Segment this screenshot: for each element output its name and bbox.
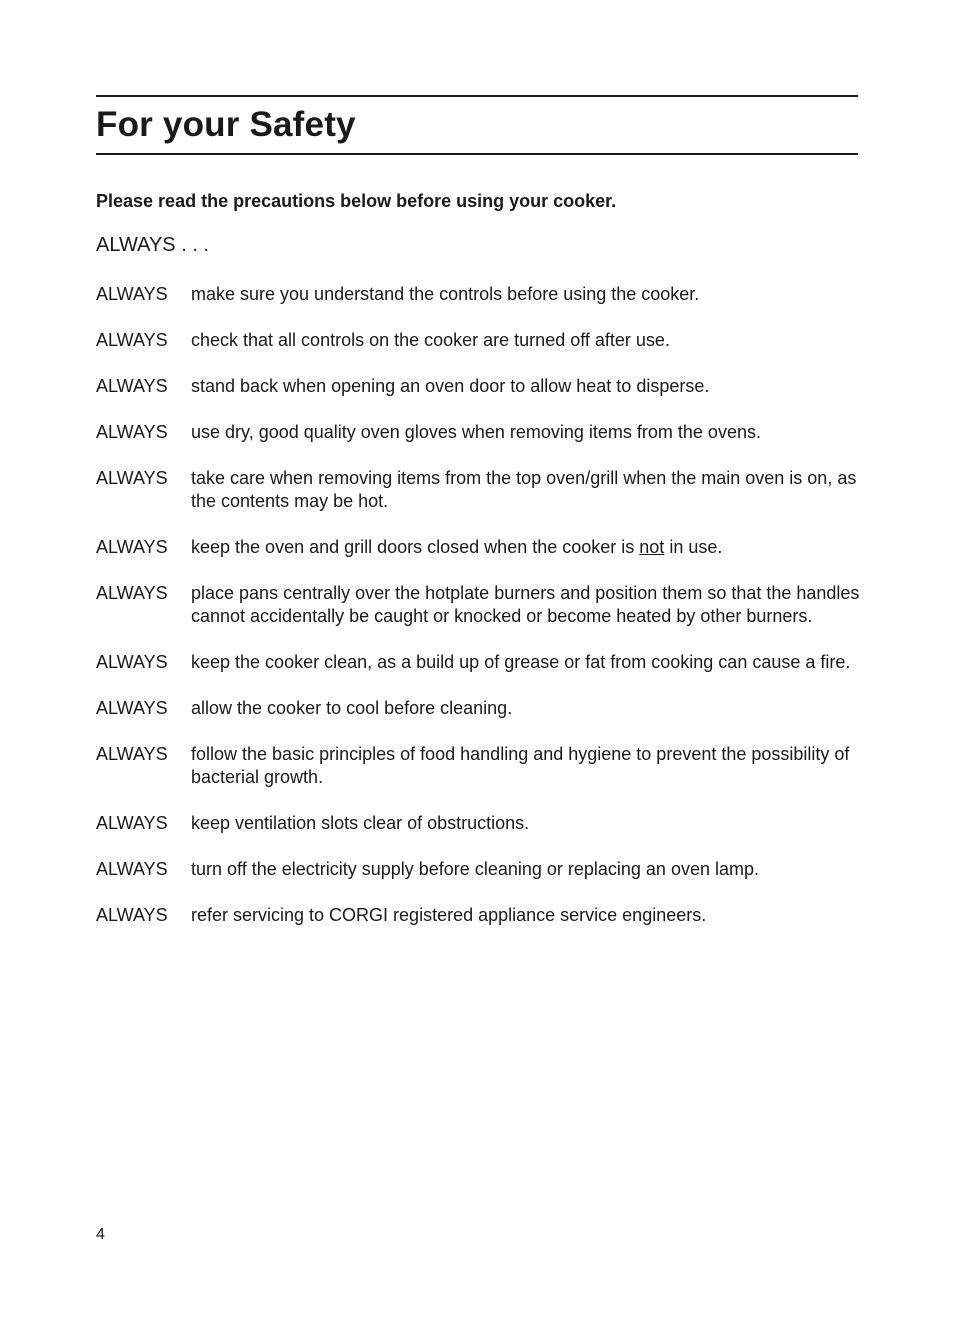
precautions-list <box>96 283 866 950</box>
emphasis-not: not <box>639 537 665 557</box>
precaution-keyword: ALWAYS <box>96 813 168 833</box>
precaution-keyword: ALWAYS <box>96 537 168 557</box>
precaution-keyword: ALWAYS <box>96 468 168 488</box>
precaution-text-pre: keep the oven and grill doors closed when the cooker is <box>191 537 640 557</box>
precaution-text: place pans centrally over the hotplate burners and position them so that the handles cannot accidentally be caught or knocked or become heated by other burners. <box>191 583 860 626</box>
precaution-keyword: ALWAYS <box>96 583 168 603</box>
precaution-keyword: ALWAYS <box>96 859 168 879</box>
precaution-text: check that all controls on the cooker are turned off after use. <box>191 330 670 350</box>
precaution-text: refer servicing to CORGI registered appliance service engineers. <box>191 905 707 925</box>
precaution-item <box>96 697 866 720</box>
precaution-keyword: ALWAYS <box>96 422 168 442</box>
precaution-keyword: ALWAYS <box>96 330 168 350</box>
precaution-text: turn off the electricity supply before cleaning or replacing an oven lamp. <box>191 859 759 879</box>
precaution-text: use dry, good quality oven gloves when removing items from the ovens. <box>191 422 761 442</box>
precaution-text: take care when removing items from the top oven/grill when the main oven is on, as the contents may be hot. <box>191 468 857 511</box>
precaution-text <box>191 536 866 559</box>
precaution-item <box>96 467 866 513</box>
precaution-item <box>96 858 866 881</box>
precaution-keyword: ALWAYS <box>96 744 168 764</box>
precaution-keyword: ALWAYS <box>96 284 168 304</box>
page-number: 4 <box>96 1226 105 1243</box>
precaution-item <box>96 812 866 835</box>
precaution-keyword: ALWAYS <box>96 905 168 925</box>
precaution-item <box>96 743 866 789</box>
section-heading: ALWAYS . . . <box>96 234 209 256</box>
precaution-item <box>96 375 866 398</box>
precaution-item <box>96 283 866 306</box>
precaution-text: allow the cooker to cool before cleaning. <box>191 698 513 718</box>
precaution-text-post: in use. <box>664 537 723 557</box>
precaution-text: follow the basic principles of food handling and hygiene to prevent the possibility of bacterial growth. <box>191 744 850 787</box>
page-title: For your Safety <box>96 105 356 144</box>
precaution-item <box>96 329 866 352</box>
precaution-item <box>96 904 866 927</box>
precaution-keyword: ALWAYS <box>96 376 168 396</box>
precaution-text: keep the cooker clean, as a build up of grease or fat from cooking can cause a fire. <box>191 652 851 672</box>
precaution-item <box>96 651 866 674</box>
precaution-item <box>96 421 866 444</box>
precaution-keyword: ALWAYS <box>96 652 168 672</box>
precaution-item <box>96 536 866 559</box>
title-block <box>96 95 858 155</box>
precaution-text: keep ventilation slots clear of obstructions. <box>191 813 530 833</box>
precaution-text: stand back when opening an oven door to allow heat to disperse. <box>191 376 710 396</box>
precaution-keyword: ALWAYS <box>96 698 168 718</box>
intro-text: Please read the precautions below before using your cooker. <box>96 191 617 211</box>
precaution-item <box>96 582 866 628</box>
precaution-text: make sure you understand the controls before using the cooker. <box>191 284 700 304</box>
